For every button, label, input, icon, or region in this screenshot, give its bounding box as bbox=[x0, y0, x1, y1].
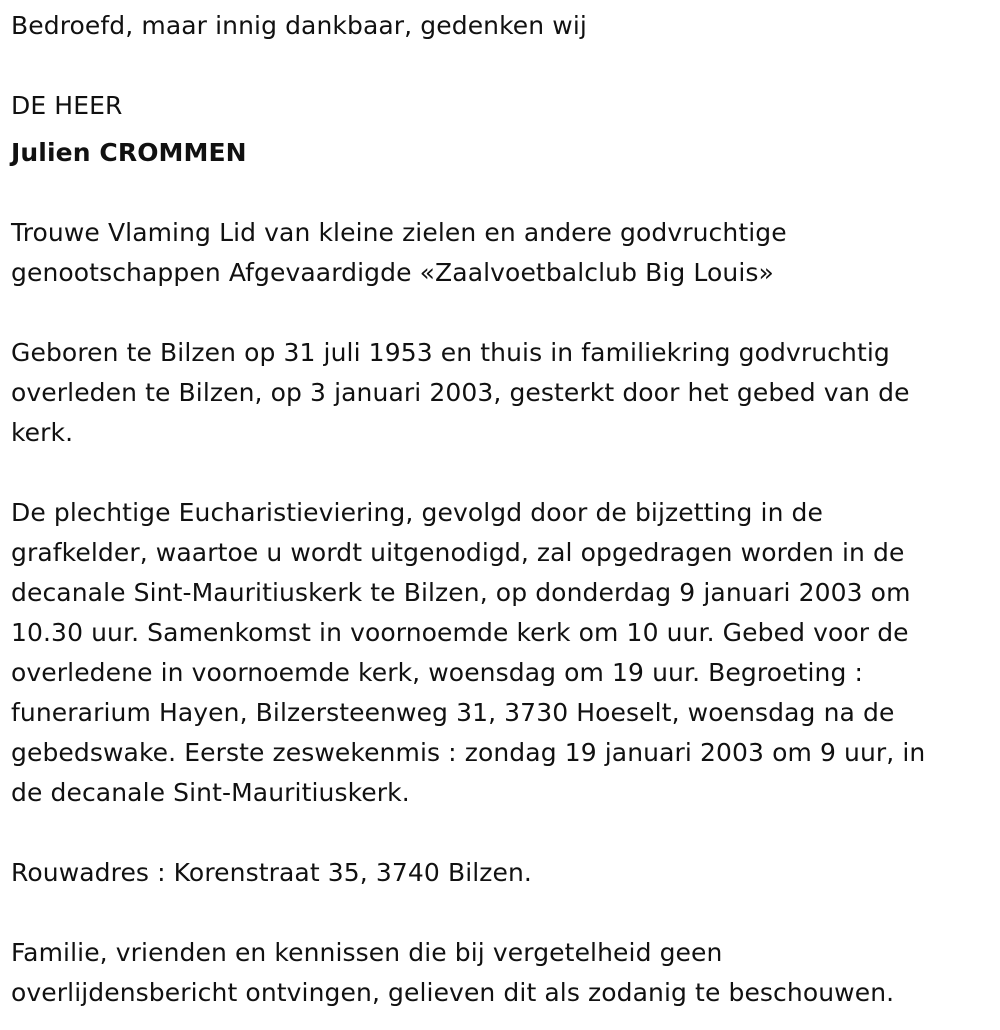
ceremony-line: 10.30 uur. Samenkomst in voornoemde kerk om 10 uur. Gebed voor de bbox=[11, 618, 909, 647]
ceremony-line: overledene in voornoemde kerk, woensdag om 19 uur. Begroeting : bbox=[11, 658, 864, 687]
birth-death-paragraph bbox=[11, 333, 1000, 453]
closing-line: Familie, vrienden en kennissen die bij vergetelheid geen bbox=[11, 938, 723, 967]
mourning-address: Rouwadres : Korenstraat 35, 3740 Bilzen. bbox=[11, 858, 532, 887]
birth-death-line: kerk. bbox=[11, 418, 74, 447]
closing-line: overlijdensbericht ontvingen, gelieven dit als zodanig te beschouwen. bbox=[11, 978, 895, 1007]
affiliations-paragraph bbox=[11, 213, 1000, 293]
intro-text: Bedroefd, maar innig dankbaar, gedenken wij bbox=[11, 11, 587, 40]
closing-paragraph bbox=[11, 933, 1000, 1013]
address-paragraph bbox=[11, 853, 1000, 893]
intro-section bbox=[11, 6, 1000, 46]
ceremony-line: de decanale Sint-Mauritiuskerk. bbox=[11, 778, 410, 807]
deceased-name: Julien CROMMEN bbox=[11, 138, 247, 167]
ceremony-line: decanale Sint-Mauritiuskerk te Bilzen, op donderdag 9 januari 2003 om bbox=[11, 578, 911, 607]
ceremony-line: gebedswake. Eerste zeswekenmis : zondag 19 januari 2003 om 9 uur, in bbox=[11, 738, 926, 767]
title-prefix: DE HEER bbox=[11, 91, 123, 120]
ceremony-line: De plechtige Eucharistieviering, gevolgd door de bijzetting in de bbox=[11, 498, 824, 527]
ceremony-line: grafkelder, waartoe u wordt uitgenodigd, zal opgedragen worden in de bbox=[11, 538, 905, 567]
ceremony-paragraph bbox=[11, 493, 1000, 813]
ceremony-line: funerarium Hayen, Bilzersteenweg 31, 3730 Hoeselt, woensdag na de bbox=[11, 698, 895, 727]
birth-death-line: Geboren te Bilzen op 31 juli 1953 en thuis in familiekring godvruchtig bbox=[11, 338, 890, 367]
affiliations-line: genootschappen Afgevaardigde «Zaalvoetbalclub Big Louis» bbox=[11, 258, 774, 287]
name-section bbox=[11, 133, 1000, 173]
affiliations-line: Trouwe Vlaming Lid van kleine zielen en andere godvruchtige bbox=[11, 218, 787, 247]
title-prefix-section bbox=[11, 86, 1000, 126]
birth-death-line: overleden te Bilzen, op 3 januari 2003, gesterkt door het gebed van de bbox=[11, 378, 910, 407]
